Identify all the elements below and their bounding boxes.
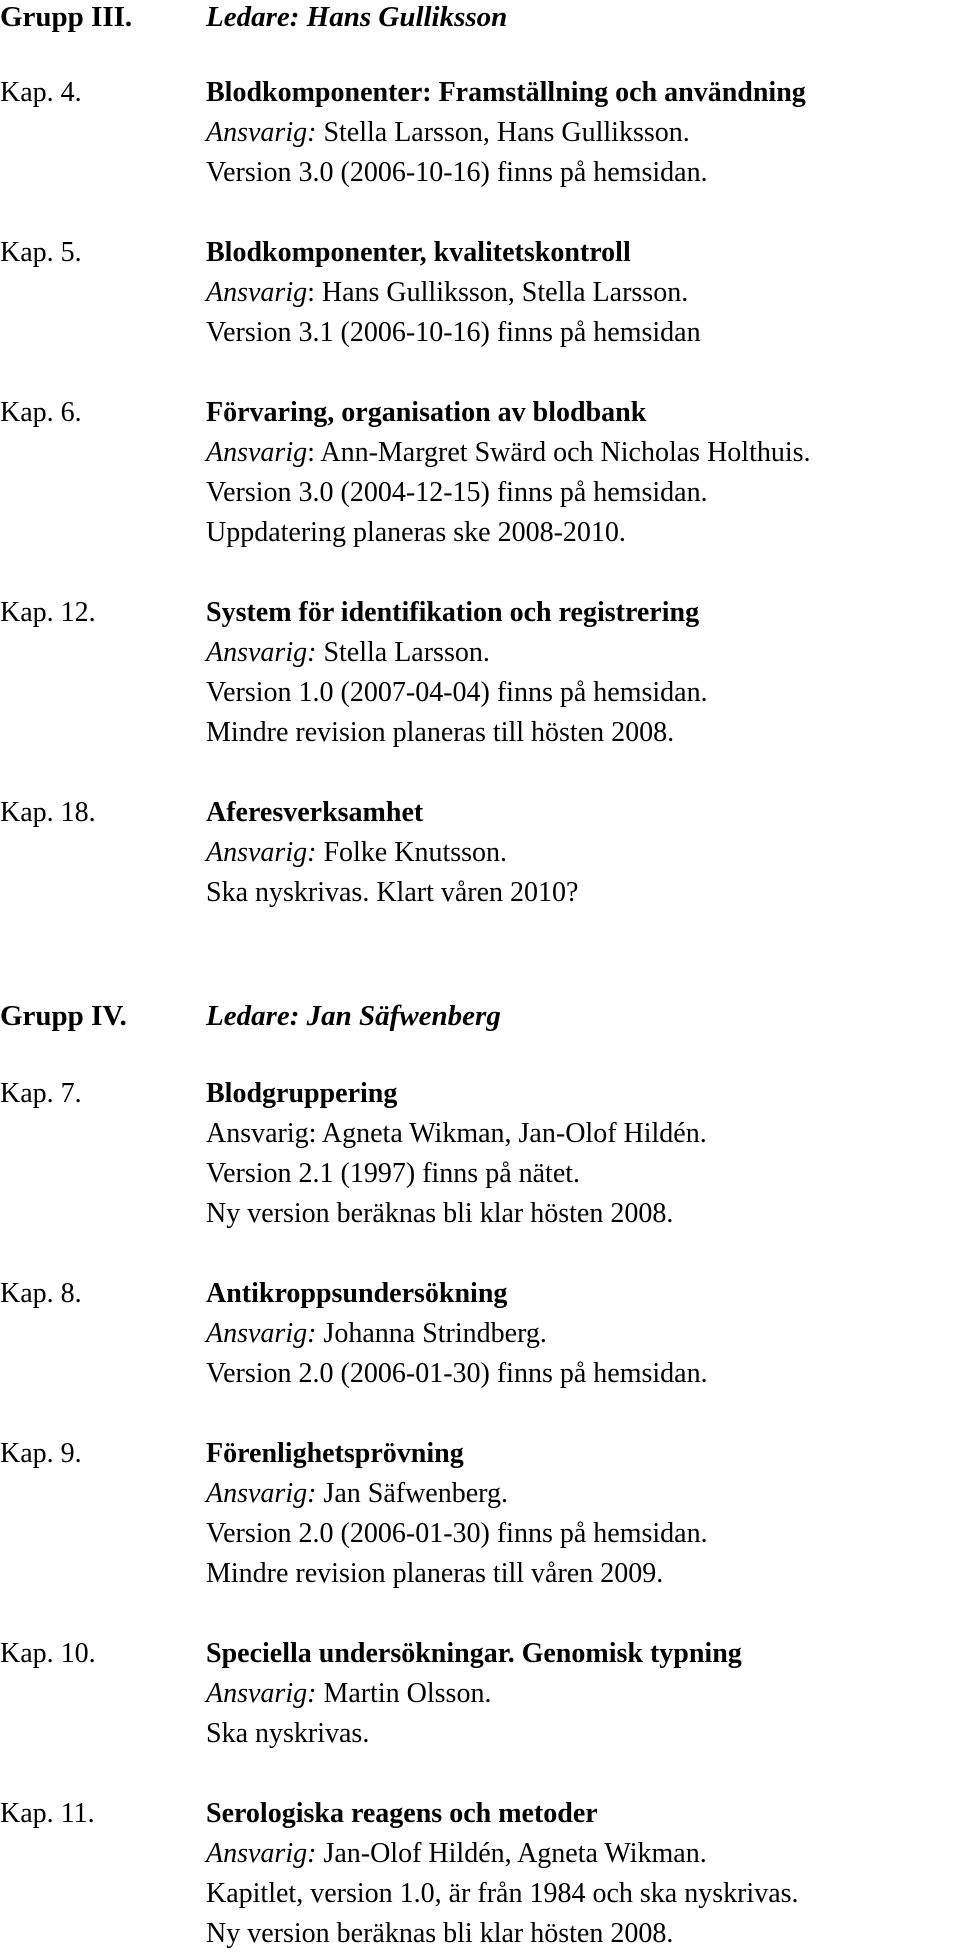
chapter-note: Ska nyskrivas. xyxy=(206,1718,370,1749)
responsible-line xyxy=(206,113,960,153)
chapter-note: Version 3.0 (2006-10-16) finns på hemsidan. xyxy=(206,157,708,188)
chapter-note: Ny version beräknas bli klar hösten 2008. xyxy=(206,1918,674,1949)
chapter-note: Version 2.1 (1997) finns på nätet. xyxy=(206,1158,581,1189)
responsible-line xyxy=(206,1114,960,1154)
responsible-label: Ansvarig: xyxy=(206,1318,317,1349)
chapter-note: Version 3.1 (2006-10-16) finns på hemsidan xyxy=(206,317,701,348)
chapter-title: Förvaring, organisation av blodbank xyxy=(206,397,647,428)
chapter-note: Version 2.0 (2006-01-30) finns på hemsidan. xyxy=(206,1358,708,1389)
chapter-body xyxy=(206,1434,960,1594)
responsible-label: Ansvarig: xyxy=(206,117,317,148)
responsible-names: Stella Larsson, Hans Gulliksson. xyxy=(316,117,690,148)
chapter-title: Speciella undersökningar. Genomisk typning xyxy=(206,1638,742,1669)
chapter-title: Antikroppsundersökning xyxy=(206,1278,508,1309)
chapter-title: Blodgruppering xyxy=(206,1078,398,1109)
responsible-label: Ansvarig: xyxy=(206,637,317,668)
chapter-body xyxy=(206,1634,960,1754)
responsible-label: Ansvarig: xyxy=(206,1838,317,1869)
chapter-number: Kap. 6. xyxy=(0,397,82,428)
responsible-names: Jan-Olof Hildén, Agneta Wikman. xyxy=(316,1838,707,1869)
chapter-number: Kap. 11. xyxy=(0,1798,95,1829)
responsible-names: Johanna Strindberg. xyxy=(316,1318,547,1349)
chapter-number: Kap. 12. xyxy=(0,597,96,628)
chapter-title: System för identifikation och registrering xyxy=(206,597,700,628)
chapter-note: Kapitlet, version 1.0, är från 1984 och ska nyskrivas. xyxy=(206,1878,799,1909)
chapter-title: Aferesverksamhet xyxy=(206,797,424,828)
chapter-note: Ny version beräknas bli klar hösten 2008. xyxy=(206,1198,674,1229)
responsible-names: Folke Knutsson. xyxy=(316,837,508,868)
responsible-line xyxy=(206,273,960,313)
responsible-label: Ansvarig: xyxy=(206,837,317,868)
responsible-names: Stella Larsson. xyxy=(316,637,490,668)
responsible-label: A xyxy=(206,1118,227,1149)
chapter-number: Kap. 9. xyxy=(0,1438,82,1469)
chapter-note: Version 2.0 (2006-01-30) finns på hemsidan. xyxy=(206,1518,708,1549)
group-label: Grupp IV. xyxy=(0,1000,127,1032)
responsible-line xyxy=(206,1474,960,1514)
chapter-note: Uppdatering planeras ske 2008-2010. xyxy=(206,517,626,548)
responsible-label: Ansvarig xyxy=(206,277,308,308)
responsible-names: Jan Säfwenberg. xyxy=(316,1478,508,1509)
chapter-body xyxy=(206,73,960,193)
responsible-names: nsvarig: Agneta Wikman, Jan-Olof Hildén. xyxy=(226,1118,707,1149)
responsible-line xyxy=(206,433,960,473)
group-label: Grupp III. xyxy=(0,1,133,33)
chapter-note: Mindre revision planeras till våren 2009. xyxy=(206,1558,664,1589)
responsible-line xyxy=(206,633,960,673)
chapter-number: Kap. 18. xyxy=(0,797,96,828)
responsible-line xyxy=(206,833,960,873)
chapter-number: Kap. 8. xyxy=(0,1278,82,1309)
chapter-title: Blodkomponenter, kvalitetskontroll xyxy=(206,237,631,268)
chapter-number: Kap. 4. xyxy=(0,77,82,108)
chapter-note: Ska nyskrivas. Klart våren 2010? xyxy=(206,877,579,908)
responsible-line xyxy=(206,1834,960,1874)
chapter-title: Blodkomponenter: Framställning och användning xyxy=(206,77,806,108)
responsible-names: : Hans Gulliksson, Stella Larsson. xyxy=(307,277,689,308)
chapter-title: Serologiska reagens och metoder xyxy=(206,1798,598,1829)
chapter-body xyxy=(206,593,960,753)
chapter-note: Version 3.0 (2004-12-15) finns på hemsidan. xyxy=(206,477,708,508)
responsible-label: Ansvarig: xyxy=(206,1478,317,1509)
chapter-body xyxy=(206,1794,960,1954)
group-leader: Ledare: Hans Gulliksson xyxy=(206,1,508,33)
responsible-names: Martin Olsson. xyxy=(316,1678,492,1709)
chapter-note: Version 1.0 (2007-04-04) finns på hemsidan. xyxy=(206,677,708,708)
chapter-body xyxy=(206,393,960,553)
chapter-body xyxy=(206,1274,960,1394)
chapter-note: Mindre revision planeras till hösten 2008. xyxy=(206,717,675,748)
chapter-number: Kap. 10. xyxy=(0,1638,96,1669)
responsible-label: Ansvarig: xyxy=(206,1678,317,1709)
chapter-body xyxy=(206,1074,960,1234)
chapter-body xyxy=(206,793,960,913)
responsible-line xyxy=(206,1674,960,1714)
chapter-title: Förenlighetsprövning xyxy=(206,1438,464,1469)
chapter-number: Kap. 5. xyxy=(0,237,82,268)
responsible-line xyxy=(206,1314,960,1354)
chapter-body xyxy=(206,233,960,353)
group-leader: Ledare: Jan Säfwenberg xyxy=(206,1000,501,1032)
responsible-names: : Ann-Margret Swärd och Nicholas Holthuis. xyxy=(307,437,811,468)
chapter-number: Kap. 7. xyxy=(0,1078,82,1109)
responsible-label: Ansvarig xyxy=(206,437,308,468)
